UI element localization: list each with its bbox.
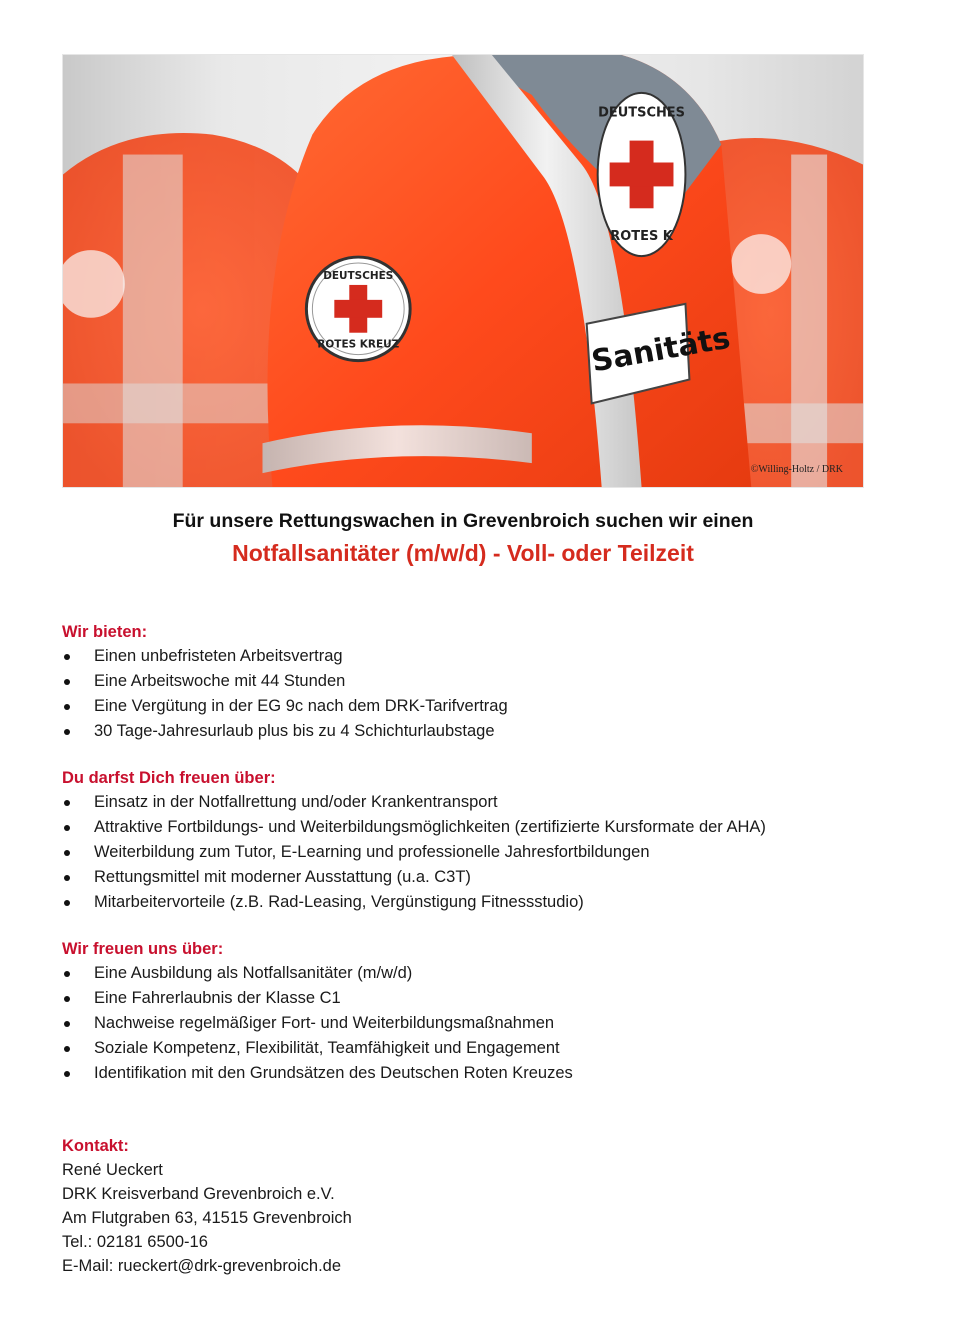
vest-label-text: Sanitäts: [588, 320, 733, 380]
list-item: [62, 1011, 882, 1036]
contact-phone: Tel.: 02181 6500-16: [62, 1233, 208, 1251]
bullet-icon: [64, 654, 70, 660]
sleeve-badge-text-bottom: ROTES KREUZ: [317, 338, 400, 351]
list-item-text: Eine Arbeitswoche mit 44 Stunden: [94, 672, 346, 690]
list-item: [62, 644, 882, 669]
requirement-list: [62, 961, 882, 1086]
benefit-list: [62, 644, 882, 744]
list-item-text: Eine Vergütung in der EG 9c nach dem DRK-Tarifvertrag: [94, 697, 508, 715]
list-item: [62, 815, 882, 840]
contact-email: E-Mail: rueckert@drk-grevenbroich.de: [62, 1257, 342, 1275]
bullet-icon: [64, 900, 70, 906]
list-item-text: Einen unbefristeten Arbeitsvertrag: [94, 647, 343, 665]
chest-badge-text-top: DEUTSCHES: [598, 105, 685, 121]
bullet-icon: [64, 1021, 70, 1027]
bullet-icon: [64, 996, 70, 1002]
sleeve-badge-text-top: DEUTSCHES: [323, 269, 394, 282]
bullet-icon: [64, 971, 70, 977]
list-item: [62, 1036, 882, 1061]
job-title-headline: Notfallsanitäter (m/w/d) - Voll- oder Teilzeit: [232, 540, 694, 566]
list-item-text: 30 Tage-Jahresurlaub plus bis zu 4 Schichturlaubstage: [94, 722, 495, 740]
list-item: [62, 1061, 882, 1086]
bullet-icon: [64, 825, 70, 831]
contact-block: [62, 1134, 662, 1278]
perk-list: [62, 790, 882, 915]
list-item-text: Einsatz in der Notfallrettung und/oder Krankentransport: [94, 793, 498, 811]
bullet-icon: [64, 704, 70, 710]
list-item-text: Attraktive Fortbildungs- und Weiterbildungsmöglichkeiten (zertifizierte Kursformate der AHA): [94, 818, 766, 836]
bullet-icon: [64, 729, 70, 735]
list-item: [62, 669, 882, 694]
list-item-text: Eine Ausbildung als Notfallsanitäter (m/w/d): [94, 964, 413, 982]
section-freuen-ueber: [62, 766, 882, 915]
contact-title: Kontakt:: [62, 1137, 129, 1155]
chest-badge-text-bottom: ROTES K: [610, 229, 673, 245]
intro-line: Für unsere Rettungswachen in Grevenbroich suchen wir einen: [172, 510, 754, 532]
list-item-text: Soziale Kompetenz, Flexibilität, Teamfähigkeit und Engagement: [94, 1039, 560, 1057]
list-item: [62, 890, 882, 915]
section-title: Du darfst Dich freuen über:: [62, 769, 276, 787]
list-item-text: Weiterbildung zum Tutor, E-Learning und professionelle Jahresfortbildungen: [94, 843, 650, 861]
hero-photo: [62, 54, 864, 488]
contact-name: René Ueckert: [62, 1161, 163, 1179]
contact-address: Am Flutgraben 63, 41515 Grevenbroich: [62, 1209, 352, 1227]
section-requirements: [62, 937, 882, 1086]
bullet-icon: [64, 1071, 70, 1077]
list-item: [62, 790, 882, 815]
list-item-text: Nachweise regelmäßiger Fort- und Weiterbildungsmaßnahmen: [94, 1014, 555, 1032]
section-title: Wir freuen uns über:: [62, 940, 224, 958]
list-item: [62, 840, 882, 865]
photo-credit: ©Willing-Holtz / DRK: [750, 464, 843, 475]
list-item: [62, 719, 882, 744]
chest-badge: [598, 93, 686, 256]
contact-organization: DRK Kreisverband Grevenbroich e.V.: [62, 1185, 335, 1203]
list-item: [62, 694, 882, 719]
paramedic-uniform-illustration: [63, 55, 863, 487]
bullet-icon: [64, 1046, 70, 1052]
bullet-icon: [64, 875, 70, 881]
list-item: [62, 961, 882, 986]
list-item-text: Rettungsmittel mit moderner Ausstattung (u.a. C3T): [94, 868, 471, 886]
bullet-icon: [64, 679, 70, 685]
list-item-text: Identifikation mit den Grundsätzen des Deutschen Roten Kreuzes: [94, 1064, 573, 1082]
list-item: [62, 986, 882, 1011]
section-wir-bieten: [62, 620, 882, 744]
bullet-icon: [64, 850, 70, 856]
bullet-icon: [64, 800, 70, 806]
list-item: [62, 865, 882, 890]
section-title: Wir bieten:: [62, 623, 148, 641]
sleeve-badge: [306, 257, 410, 361]
list-item-text: Mitarbeitervorteile (z.B. Rad-Leasing, Vergünstigung Fitnessstudio): [94, 893, 584, 911]
list-item-text: Eine Fahrerlaubnis der Klasse C1: [94, 989, 341, 1007]
